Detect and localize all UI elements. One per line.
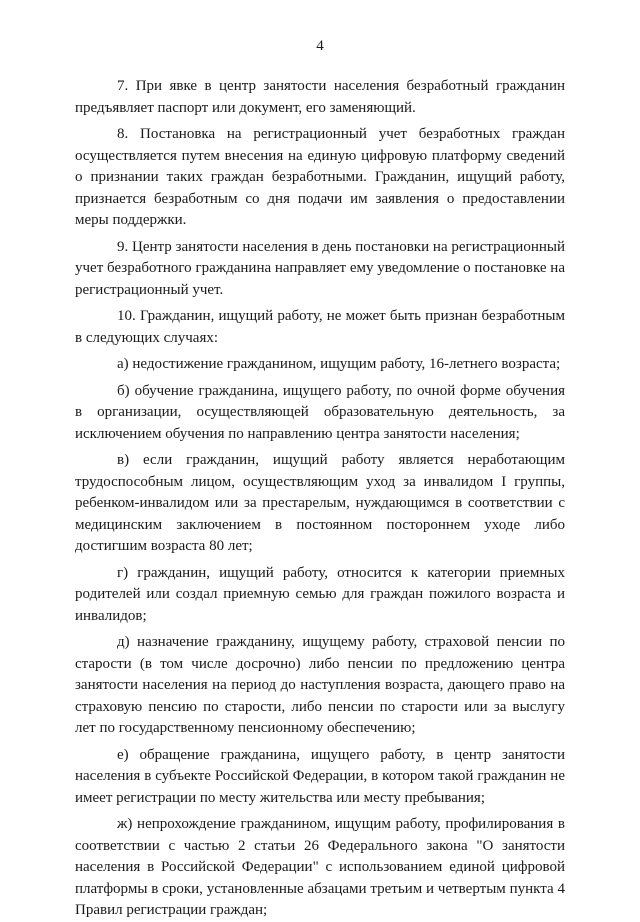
document-body: [75, 76, 565, 922]
paragraph-9: 9. Центр занятости населения в день постановки на регистрационный учет безработного гражданина направляет ему уведомление о постановке на регистрационный учет.: [75, 238, 565, 298]
list-item-b: б) обучение гражданина, ищущего работу, по очной форме обучения в организации, осуществляющей образовательную деятельность, за исключением обучения по направлению центра занятости населения;: [75, 382, 565, 442]
list-item-zh: ж) непрохождение гражданином, ищущим работу, профилирования в соответствии с частью 2 статьи 26 Федерального закона "О занятости населения в Российской Федерации" с использованием единой цифровой платформы в сроки, установленные абзацами третьим и четвертым пункта 4 Правил регистрации граждан;: [75, 816, 565, 918]
paragraph-7: 7. При явке в центр занятости населения безработный гражданин предъявляет паспорт или документ, его заменяющий.: [75, 78, 565, 116]
list-item-v: в) если гражданин, ищущий работу является неработающим трудоспособным лицом, осуществляющим уход за инвалидом I группы, ребенком-инвалидом или за престарелым, нуждающимся в соответствии с медицинским заключением в постоянном постороннем уходе либо достигшим возраста 80 лет;: [75, 452, 565, 554]
paragraph-10: 10. Гражданин, ищущий работу, не может быть признан безработным в следующих случаях:: [75, 308, 565, 346]
list-item-a: а) недостижение гражданином, ищущим работу, 16-летнего возраста;: [117, 356, 561, 372]
page-number: 4: [316, 38, 324, 54]
list-item-g: г) гражданин, ищущий работу, относится к категории приемных родителей или создал приемную семью для граждан пожилого возраста и инвалидов;: [75, 564, 565, 624]
list-item-e: е) обращение гражданина, ищущего работу, в центр занятости населения в субъекте Российской Федерации, в котором такой гражданин не имеет регистрации по месту жительства или месту пребывания;: [75, 746, 565, 806]
paragraph-8: 8. Постановка на регистрационный учет безработных граждан осуществляется путем внесения на единую цифровую платформу сведений о признании таких граждан безработными. Гражданин, ищущий работу, признается безработным со дня подачи им заявления о предоставлении меры поддержки.: [75, 126, 565, 228]
list-item-d: д) назначение гражданину, ищущему работу, страховой пенсии по старости (в том числе досрочно) либо пенсии по предложению центра занятости населения на период до наступления возраста, дающего право на страховую пенсию по старости, либо пенсии по старости или за выслугу лет по государственному пенсионному обеспечению;: [75, 634, 565, 736]
